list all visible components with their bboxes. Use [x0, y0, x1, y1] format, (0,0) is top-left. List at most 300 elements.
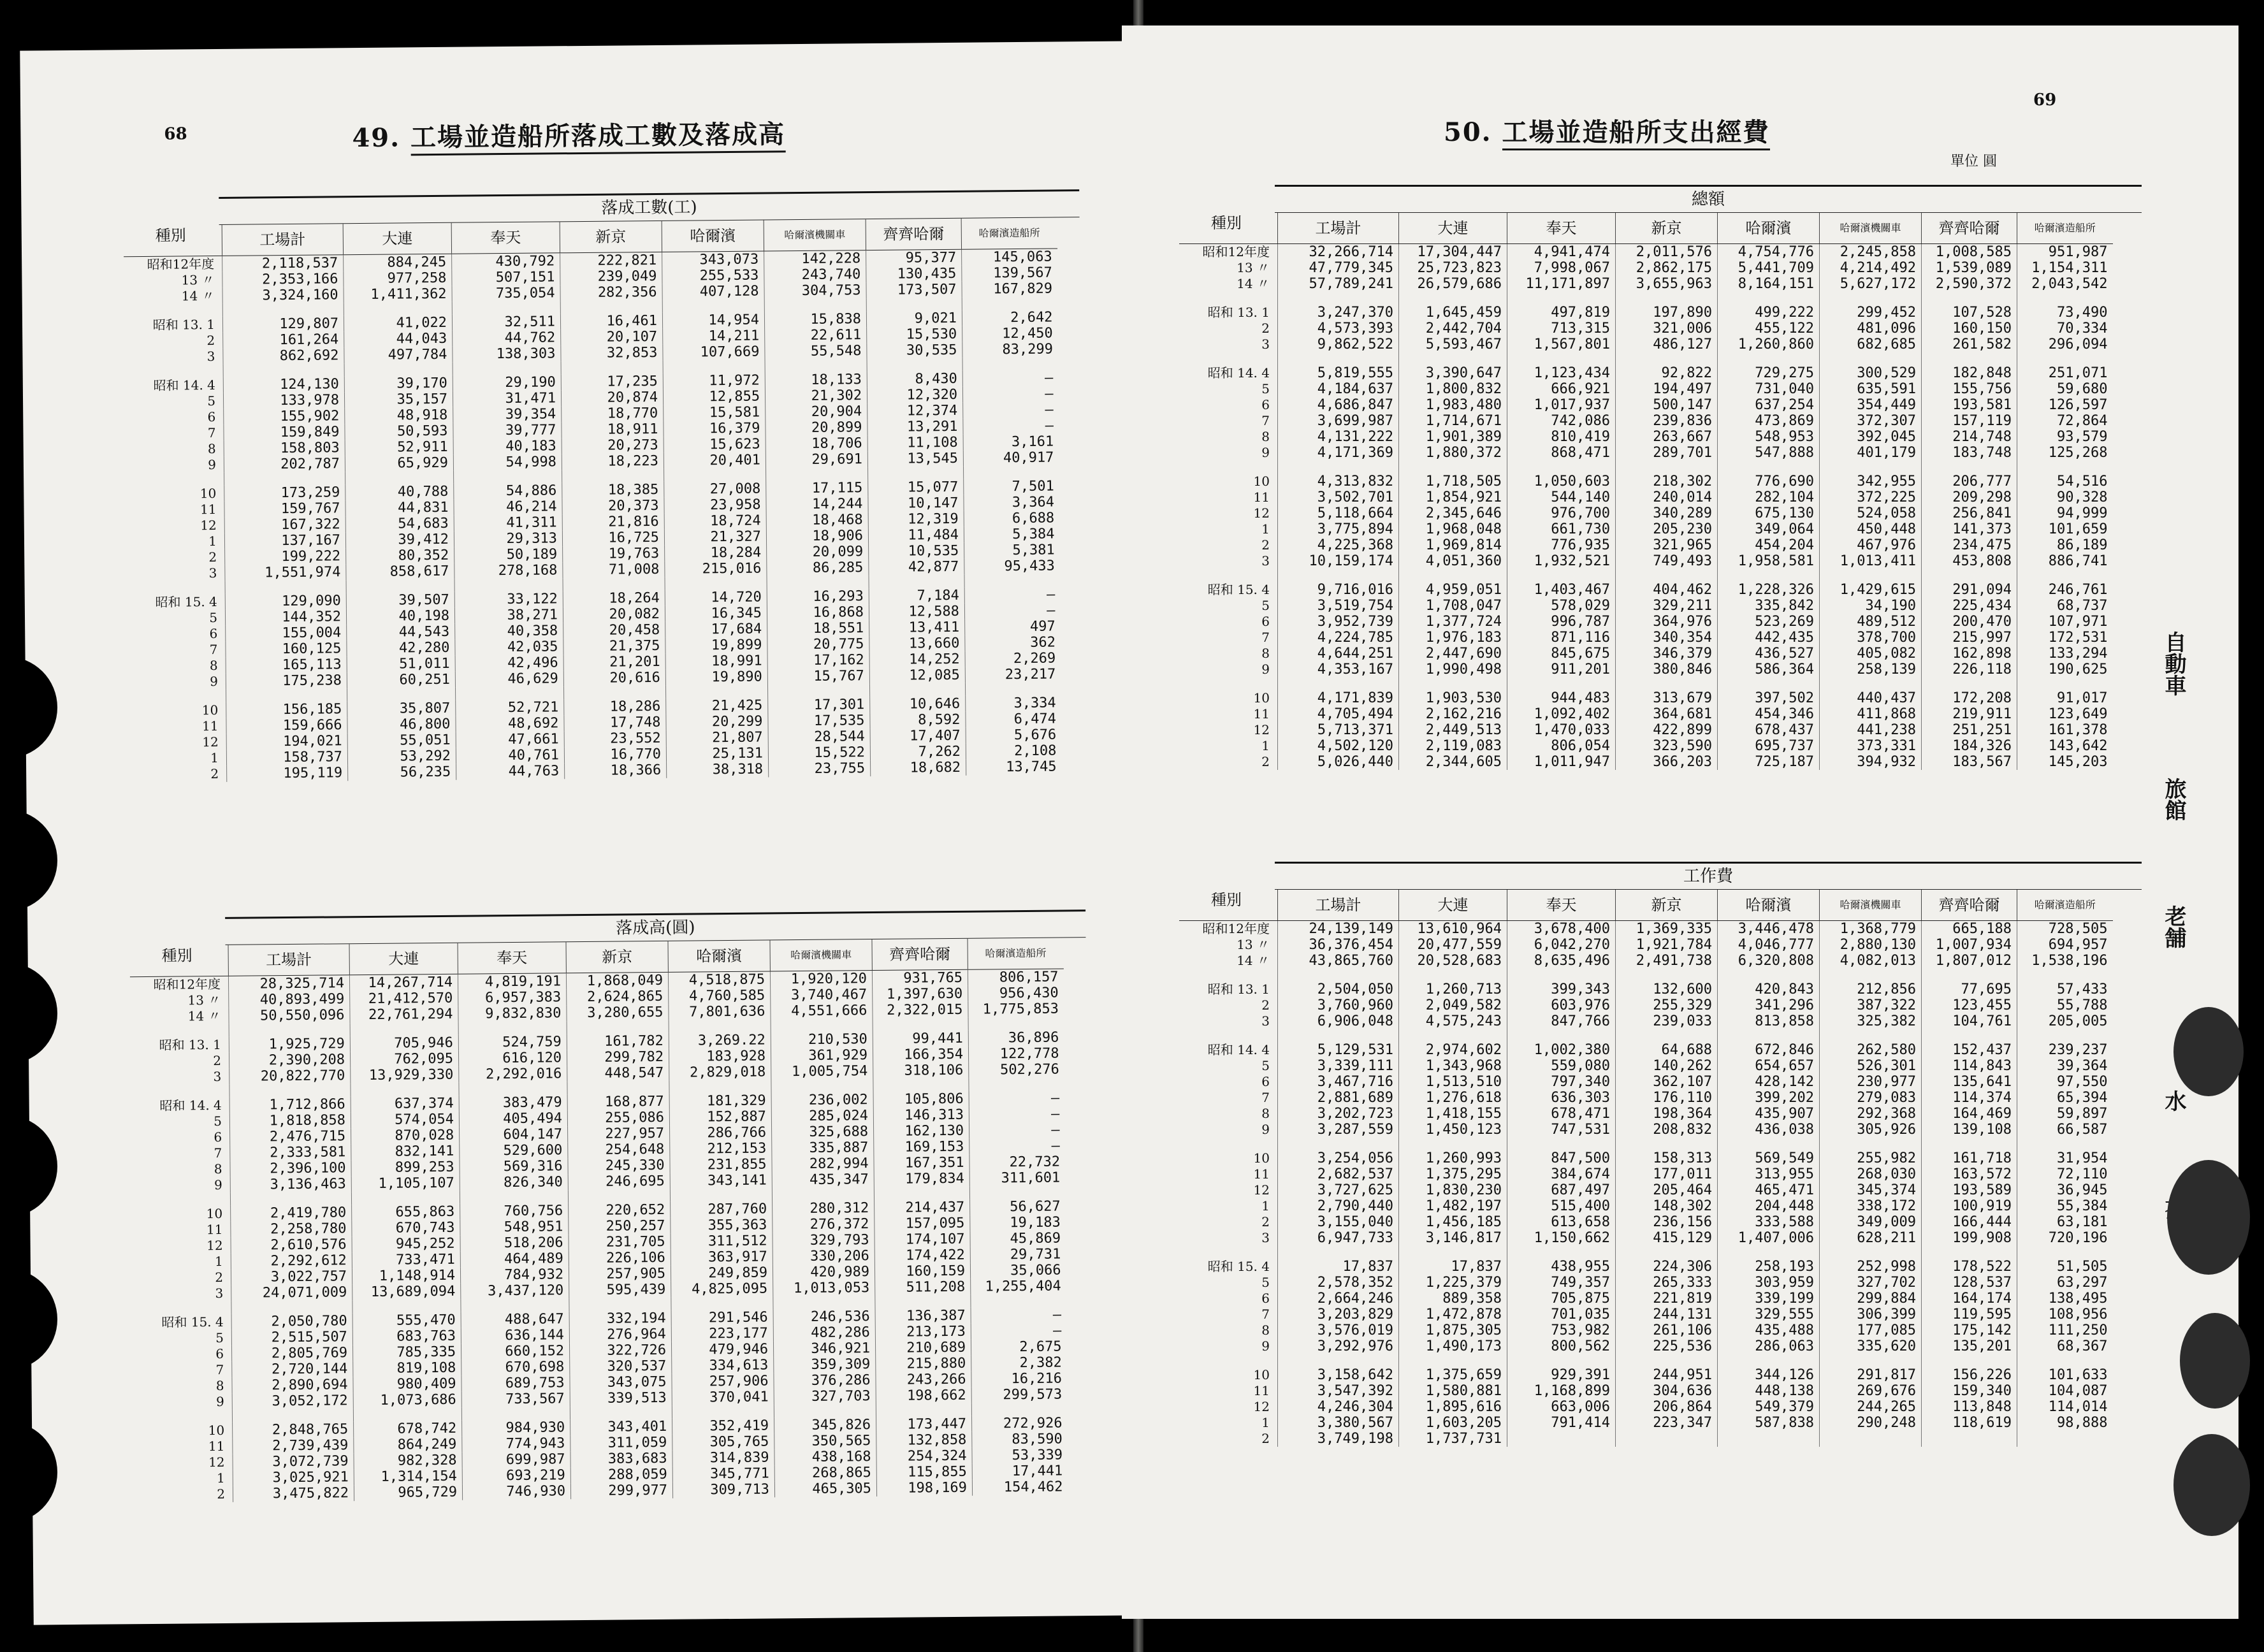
table-cell: 454,346	[1718, 706, 1820, 722]
table-cell: 945,252	[352, 1236, 460, 1252]
table-cell: 14,954	[662, 312, 764, 328]
table-cell: 3,380,567	[1278, 1415, 1399, 1431]
table-cell: 269,676	[1820, 1383, 1922, 1399]
column-header: 工場計	[1278, 890, 1399, 921]
table-cell: 635,591	[1820, 381, 1922, 397]
table-cell: 11,171,897	[1507, 276, 1616, 292]
table-cell: 83,299	[962, 341, 1058, 358]
table-cell: 9,862,522	[1278, 337, 1399, 352]
row-gap	[1179, 292, 2113, 305]
table-title	[352, 114, 785, 154]
table-cell: 826,340	[460, 1174, 568, 1191]
table-cell: 158,803	[224, 440, 345, 457]
table-row	[1179, 413, 2113, 429]
table-cell: 13,745	[966, 758, 1062, 775]
table-cell: 47,661	[456, 731, 564, 748]
table-cell: 193,589	[1922, 1182, 2017, 1198]
table-cell: 175,142	[1922, 1322, 2017, 1338]
table-cell: 578,029	[1507, 598, 1616, 614]
row-label: 昭和12年度	[147, 256, 215, 272]
table-cell: 338,172	[1820, 1198, 1922, 1214]
table-cell: 31,471	[453, 390, 561, 407]
table-cell: 2,515,507	[231, 1329, 352, 1346]
row-label: 10	[208, 1422, 225, 1438]
table-cell: 845,675	[1507, 646, 1616, 662]
table-cell: 455,122	[1718, 321, 1820, 337]
table-cell: 465,471	[1718, 1182, 1820, 1198]
row-label: 14 〃	[187, 1008, 221, 1024]
table-cell: 1,958,581	[1718, 553, 1820, 569]
table-cell: 800,562	[1507, 1338, 1616, 1354]
table-cell: 14,211	[663, 328, 765, 344]
table-cell: 287,760	[671, 1201, 773, 1217]
data-table	[1179, 890, 2142, 1447]
row-label: 12	[202, 734, 219, 750]
table-cell: 36,896	[968, 1029, 1064, 1046]
table-cell: 858,617	[346, 563, 454, 580]
table-cell: 2,504,050	[1278, 982, 1399, 997]
table-cell: 246,695	[568, 1173, 670, 1190]
table-cell: 231,705	[569, 1234, 671, 1250]
row-label: 12	[1253, 505, 1270, 521]
table-cell: 305,926	[1820, 1122, 1922, 1138]
stamp-mark	[2173, 1007, 2244, 1096]
table-cell: 136,387	[875, 1308, 971, 1324]
table-cell: 1,255,404	[971, 1278, 1066, 1294]
table-cell: 160,125	[226, 641, 347, 658]
table-cell: 41,311	[454, 514, 562, 531]
side-text: 老舗	[2161, 905, 2186, 948]
table-cell: 70,334	[2017, 321, 2113, 337]
table-cell: 497	[965, 618, 1061, 635]
table-cell: 14,267,714	[349, 974, 458, 991]
table-cell: 135,641	[1922, 1074, 2017, 1090]
table-cell: 1,968,048	[1399, 521, 1507, 537]
table-cell: 159,849	[224, 424, 345, 441]
table-cell: 20,775	[767, 636, 869, 653]
table-cell: 364,681	[1616, 706, 1718, 722]
table-cell: 230,977	[1820, 1074, 1922, 1090]
section-work-expenses	[1179, 862, 2142, 1447]
table-cell: 86,285	[767, 560, 869, 576]
table-cell: 729,275	[1718, 365, 1820, 381]
table-cell: 3,390,647	[1399, 365, 1507, 381]
stamp-mark	[2180, 1313, 2250, 1409]
table-cell: 481,096	[1820, 321, 1922, 337]
table-cell: 35,157	[344, 391, 453, 408]
table-row	[1179, 1230, 2113, 1246]
table-cell: 258,139	[1820, 662, 1922, 677]
table-cell: 2,624,865	[567, 989, 669, 1005]
table-row	[1179, 614, 2113, 630]
table-cell: 24,071,009	[231, 1284, 352, 1301]
table-cell: 175,238	[226, 672, 347, 690]
table-cell: 355,363	[671, 1217, 773, 1233]
table-cell: 159,666	[226, 717, 347, 734]
table-row	[1179, 305, 2113, 321]
table-row	[1179, 982, 2113, 997]
table-cell: 428,142	[1718, 1074, 1820, 1090]
table-cell: 252,998	[1820, 1259, 1922, 1275]
table-cell: 4,313,832	[1278, 474, 1399, 489]
table-cell: 122,778	[968, 1045, 1064, 1062]
table-cell: —	[969, 1090, 1064, 1106]
table-cell: 56,235	[348, 764, 456, 781]
row-label: 7	[215, 1361, 224, 1378]
table-cell: 17,235	[561, 373, 663, 390]
table-cell: 39,412	[345, 532, 454, 548]
table-row	[1179, 1367, 2113, 1383]
table-cell: 255,982	[1820, 1150, 1922, 1166]
table-row	[1179, 1275, 2113, 1291]
table-cell: 115,855	[876, 1464, 972, 1481]
column-header: 哈爾濱機關車	[1820, 213, 1922, 244]
table-cell: 158,737	[226, 749, 347, 766]
table-cell: 19,890	[665, 669, 767, 685]
table-cell: 511,208	[875, 1279, 971, 1296]
row-label: 2	[1261, 997, 1270, 1013]
table-cell: 306,399	[1820, 1307, 1922, 1322]
table-cell: 25,723,823	[1399, 260, 1507, 276]
table-cell: 1,551,974	[225, 564, 346, 581]
table-cell: 373,331	[1820, 738, 1922, 754]
table-cell: 2,345,646	[1399, 505, 1507, 521]
table-cell: 435,488	[1718, 1322, 1820, 1338]
table-cell: 39,364	[2017, 1058, 2113, 1074]
row-label: 11	[201, 718, 219, 734]
table-cell: 1,708,047	[1399, 598, 1507, 614]
table-cell: 548,953	[1718, 429, 1820, 445]
table-cell: 1,920,120	[770, 971, 872, 988]
table-cell: 1,712,866	[229, 1096, 351, 1113]
table-cell: 21,327	[664, 528, 766, 545]
table-cell: 205,230	[1616, 521, 1718, 537]
table-cell: 11,484	[868, 527, 964, 544]
table-cell: 713,315	[1507, 321, 1616, 337]
table-cell: 8,592	[870, 712, 966, 728]
table-cell: 383,683	[570, 1451, 672, 1467]
table-cell: 3,502,701	[1278, 489, 1399, 505]
column-header: 哈爾濱造船所	[2017, 890, 2113, 921]
table-cell: 791,414	[1507, 1415, 1616, 1431]
row-label: 8	[214, 1161, 222, 1177]
row-label: 昭和 14. 4	[153, 377, 215, 393]
table-cell: 10,159,174	[1278, 553, 1399, 569]
column-header: 哈爾濱機關車	[764, 219, 866, 251]
table-cell: 44,043	[344, 331, 453, 347]
table-cell: 3,576,019	[1278, 1322, 1399, 1338]
table-cell: 399,343	[1507, 982, 1616, 997]
table-cell: 689,753	[461, 1375, 570, 1391]
table-cell: 548,951	[460, 1219, 569, 1235]
table-cell: 161,782	[567, 1033, 669, 1050]
table-cell: 257,905	[569, 1266, 671, 1282]
table-cell: 39,170	[344, 375, 453, 392]
table-cell: 10,535	[869, 543, 964, 560]
table-cell: 5,384	[964, 526, 1059, 542]
table-cell: 488,647	[461, 1311, 569, 1328]
table-cell: 304,636	[1616, 1383, 1718, 1399]
table-cell: 366,203	[1616, 754, 1718, 770]
table-cell: 28,544	[768, 728, 870, 745]
table-cell: 6,906,048	[1278, 1013, 1399, 1029]
table-cell: 206,777	[1922, 474, 2017, 489]
table-cell: 9,021	[866, 310, 962, 327]
table-cell: 157,095	[874, 1215, 970, 1232]
table-cell: 20,401	[664, 452, 766, 468]
table-cell: 4,518,875	[668, 971, 770, 989]
table-cell: 4,686,847	[1278, 397, 1399, 413]
table-cell: 148,302	[1616, 1198, 1718, 1214]
table-cell: 239,049	[560, 268, 662, 285]
table-cell: 124,130	[223, 376, 344, 393]
table-cell: 65,394	[2017, 1090, 2113, 1106]
table-cell: 5,627,172	[1820, 276, 1922, 292]
table-cell: 60,251	[347, 672, 455, 688]
table-row	[1179, 321, 2113, 337]
table-cell: 22,611	[765, 327, 867, 344]
table-cell: 138,495	[2017, 1291, 2113, 1307]
table-cell: 3,467,716	[1278, 1074, 1399, 1090]
table-cell: 139,108	[1922, 1122, 2017, 1138]
table-cell: 321,965	[1616, 537, 1718, 553]
table-cell: 167,829	[962, 280, 1057, 297]
row-label: 8	[1261, 429, 1270, 444]
table-cell: 3,155,040	[1278, 1214, 1399, 1230]
table-cell: 678,471	[1507, 1106, 1616, 1122]
table-cell: 31,954	[2017, 1150, 2113, 1166]
table-cell: 42,280	[347, 640, 455, 656]
table-cell: 18,468	[766, 512, 868, 528]
table-row	[1179, 1198, 2113, 1214]
table-cell: 604,147	[460, 1126, 568, 1143]
table-cell: 3,025,921	[233, 1469, 354, 1486]
table-cell: 144,352	[225, 609, 346, 626]
table-cell: 1,567,801	[1507, 337, 1616, 352]
table-cell: 23,958	[664, 496, 766, 513]
table-cell: 29,313	[454, 530, 562, 547]
table-cell: 18,991	[665, 653, 767, 669]
table-cell: 300,529	[1820, 365, 1922, 381]
table-cell: —	[963, 417, 1059, 434]
table-cell: 5,593,467	[1399, 337, 1507, 352]
table-cell: 290,248	[1820, 1415, 1922, 1431]
table-cell: 500,147	[1616, 397, 1718, 413]
table-cell: 806,157	[968, 969, 1063, 986]
table-cell: 24,139,149	[1278, 921, 1399, 938]
table-cell: 325,382	[1820, 1013, 1922, 1029]
table-cell: 66,587	[2017, 1122, 2113, 1138]
table-cell: 218,302	[1616, 474, 1718, 489]
row-label: 8	[209, 658, 218, 674]
table-cell: 2,491,738	[1616, 953, 1718, 969]
table-cell: 95,377	[866, 249, 962, 266]
table-cell: 54,886	[454, 482, 562, 499]
table-cell: 177,085	[1820, 1322, 1922, 1338]
row-label: 9	[210, 674, 219, 690]
table-cell: 18,706	[766, 435, 867, 452]
table-cell: —	[969, 1138, 1065, 1154]
table-cell: 278,168	[454, 562, 563, 579]
table-cell: 440,437	[1820, 690, 1922, 706]
table-cell: 167,351	[874, 1155, 969, 1171]
table-cell: 17,441	[972, 1463, 1068, 1479]
table-cell: 54,683	[345, 516, 454, 532]
table-cell: 806,054	[1507, 738, 1616, 754]
table-cell: 454,204	[1718, 537, 1820, 553]
table-cell: 1,148,914	[352, 1268, 460, 1284]
table-cell: 672,846	[1718, 1042, 1820, 1058]
section-completed-workdays	[123, 189, 1084, 783]
table-cell: 1,050,603	[1507, 474, 1616, 489]
table-cell: 832,141	[351, 1143, 460, 1160]
table-cell: 3,202,723	[1278, 1106, 1399, 1122]
table-cell	[1616, 1431, 1718, 1447]
table-cell: 354,449	[1820, 397, 1922, 413]
table-cell: 313,955	[1718, 1166, 1820, 1182]
table-cell: 502,276	[969, 1061, 1064, 1078]
table-cell: 340,354	[1616, 630, 1718, 646]
row-label: 12	[207, 1237, 223, 1254]
row-label: 昭和 14. 4	[159, 1097, 222, 1113]
table-cell: 3,775,894	[1278, 521, 1399, 537]
row-label: 6	[1261, 1074, 1270, 1089]
table-cell: 291,546	[671, 1309, 773, 1326]
table-cell: —	[962, 386, 1058, 402]
row-gap	[1179, 461, 2113, 474]
table-cell: 523,269	[1718, 614, 1820, 630]
table-cell: 125,268	[2017, 445, 2113, 461]
row-label: 2	[1261, 321, 1270, 336]
column-header: 新京	[566, 941, 668, 973]
table-cell: 50,189	[454, 546, 563, 563]
table-cell: 1,154,311	[2017, 260, 2113, 276]
table-cell: 157,119	[1922, 413, 2017, 429]
table-row	[1179, 1259, 2113, 1275]
row-label: 5	[207, 393, 216, 409]
row-label: 2	[208, 549, 217, 565]
table-cell: 118,619	[1922, 1415, 2017, 1431]
table-cell: 695,737	[1718, 738, 1820, 754]
table-cell: 28,325,714	[228, 975, 349, 992]
table-cell: 254,324	[876, 1448, 972, 1465]
table-cell: 762,095	[350, 1051, 458, 1068]
row-label: 1	[1261, 1198, 1270, 1214]
row-label: 7	[1261, 413, 1270, 428]
column-header: 齊齊哈爾	[1922, 890, 2017, 921]
table-cell: 3,475,822	[233, 1485, 354, 1502]
row-label: 8	[207, 441, 216, 457]
table-cell: 330,206	[773, 1248, 874, 1264]
table-cell: 335,887	[772, 1140, 874, 1156]
table-cell: 332,194	[569, 1310, 671, 1327]
table-cell: 214,748	[1922, 429, 2017, 445]
table-cell: 23,217	[965, 666, 1061, 683]
row-gap	[1179, 352, 2113, 365]
table-cell: 255,533	[662, 267, 764, 284]
table-cell: 1,903,530	[1399, 690, 1507, 706]
table-cell: 95,433	[964, 558, 1060, 574]
table-cell: 40,788	[345, 484, 454, 500]
table-cell: 123,455	[1922, 997, 2017, 1013]
table-cell: 43,865,760	[1278, 953, 1399, 969]
table-cell: 35,807	[347, 700, 456, 717]
table-cell: 107,528	[1922, 305, 2017, 321]
table-cell: 3,292,976	[1278, 1338, 1399, 1354]
table-cell: 899,253	[351, 1159, 460, 1176]
table-cell: 7,184	[869, 588, 964, 604]
table-cell: 164,174	[1922, 1291, 2017, 1307]
row-label: 9	[215, 1393, 224, 1410]
row-label: 2	[1261, 754, 1270, 769]
table-row	[1179, 646, 2113, 662]
right-page	[1122, 25, 2239, 1619]
column-header: 工場計	[1278, 213, 1399, 244]
table-cell: 5,676	[966, 727, 1061, 743]
table-cell: 198,364	[1616, 1106, 1718, 1122]
row-label: 1	[1261, 1415, 1270, 1430]
table-cell: 1,645,459	[1399, 305, 1507, 321]
table-cell: 951,987	[2017, 244, 2113, 261]
table-cell: 288,059	[570, 1467, 672, 1483]
table-cell: 20,299	[666, 713, 768, 730]
table-cell: 56,627	[970, 1198, 1066, 1215]
table-cell: 746,930	[462, 1483, 570, 1500]
column-header: 哈爾濱造船所	[961, 217, 1057, 249]
table-cell: 15,623	[664, 436, 766, 453]
column-header: 奉天	[1507, 213, 1616, 244]
table-cell: 50,550,096	[229, 1007, 350, 1024]
table-cell: 569,316	[460, 1158, 568, 1175]
table-cell: 202,787	[224, 456, 345, 473]
table-cell: 210,530	[771, 1031, 873, 1048]
column-header: 哈爾濱	[662, 221, 764, 252]
table-cell: 17,748	[564, 714, 666, 731]
row-label: 10	[1253, 474, 1270, 489]
table-cell: 731,040	[1718, 381, 1820, 397]
table-cell: 349,009	[1820, 1214, 1922, 1230]
table-cell: 304,753	[764, 282, 866, 299]
table-row	[1179, 1322, 2113, 1338]
kind-header: 種別	[1211, 214, 1242, 232]
table-cell: 183,567	[1922, 754, 2017, 770]
table-cell: 38,318	[667, 761, 769, 778]
table-cell: 4,224,785	[1278, 630, 1399, 646]
table-row	[1179, 1166, 2113, 1182]
table-cell: 4,225,368	[1278, 537, 1399, 553]
table-cell: 199,908	[1922, 1230, 2017, 1246]
table-cell: 569,549	[1718, 1150, 1820, 1166]
table-cell: 27,008	[664, 481, 766, 497]
table-row	[1179, 630, 2113, 646]
table-cell: 44,831	[345, 500, 454, 516]
table-cell: 349,064	[1718, 521, 1820, 537]
table-cell: 325,688	[772, 1124, 874, 1140]
table-cell: 42,877	[869, 559, 964, 576]
table-cell: 219,911	[1922, 706, 2017, 722]
row-label: 11	[1253, 1166, 1270, 1182]
row-label: 7	[207, 425, 216, 441]
table-cell: 346,379	[1616, 646, 1718, 662]
table-cell: 311,059	[570, 1435, 672, 1451]
table-cell: 323,590	[1616, 738, 1718, 754]
table-cell: 143,642	[2017, 738, 2113, 754]
table-cell: 194,497	[1616, 381, 1718, 397]
table-cell: 774,943	[462, 1435, 570, 1452]
table-cell: 214,437	[874, 1199, 970, 1216]
table-cell: 20,458	[563, 622, 665, 639]
table-cell: 226,118	[1922, 662, 2017, 677]
